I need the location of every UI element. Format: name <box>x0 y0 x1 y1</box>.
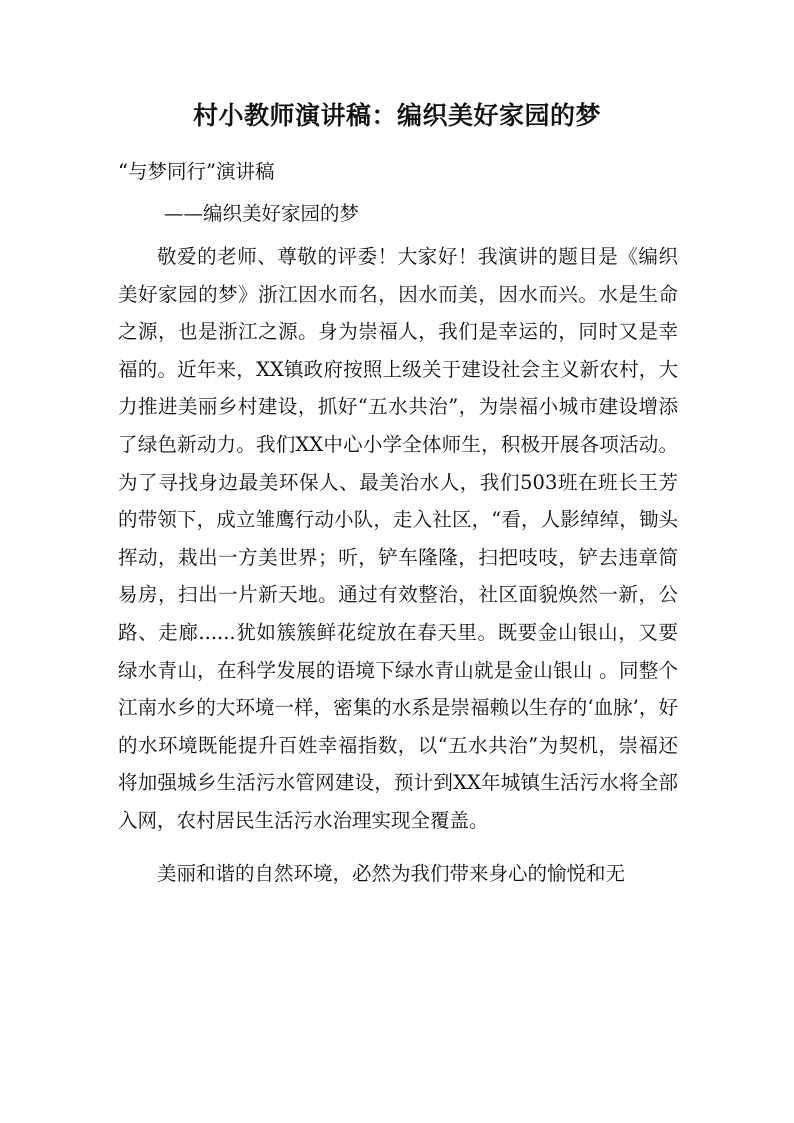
speech-dash-subtitle: ——编织美好家园的梦 <box>164 202 360 225</box>
document-title: 村小教师演讲稿：编织美好家园的梦 <box>192 101 601 130</box>
body-paragraph: 美丽和谐的自然环境，必然为我们带来身心的愉悦和无 <box>157 861 626 885</box>
body-paragraph: 敬爱的老师、尊敬的评委！大家好！我演讲的题目是《编织美好家园的梦》浙江因水而名，因水而美，因水而兴。水是生命之源，也是浙江之源。身为崇福人，我们是幸运的，同时又是幸福的。近年来，XX镇政府按照上级关于建设社会主义新农村，大力推进美丽乡村建设，抓好“五水共治”，为崇福小城市建设增添了绿色新动力。我们XX中心小学全体师生，积极开展各项活动。为了寻找身边最美环保人、最美治水人，我们503班在班长王芳的带领下，成立雏鹰行动小队，走入社区，“看，人影绰绰，锄头挥动，栽出一方美世界；听，铲车隆隆，扫把吱吱，铲去违章简易房，扫出一片新天地。通过有效整治，社区面貌焕然一新，公路、走廊......犹如簇簇鲜花绽放在春天里。既要金山银山，又要绿水青山，在科学发展的语境下绿水青山就是金山银山 。同整个江南水乡的大环境一样，密集的水系是崇福赖以生存的‘血脉’，好的水环境既能提升百姓幸福指数，以“五水共治”为契机，崇福还将加强城乡生活污水管网建设，预计到XX年城镇生活污水将全部入网，农村居民生活污水治理实现全覆盖。 <box>118 245 678 832</box>
speech-subtitle: “与梦同行”演讲稿 <box>118 160 275 183</box>
document-body <box>118 238 678 892</box>
